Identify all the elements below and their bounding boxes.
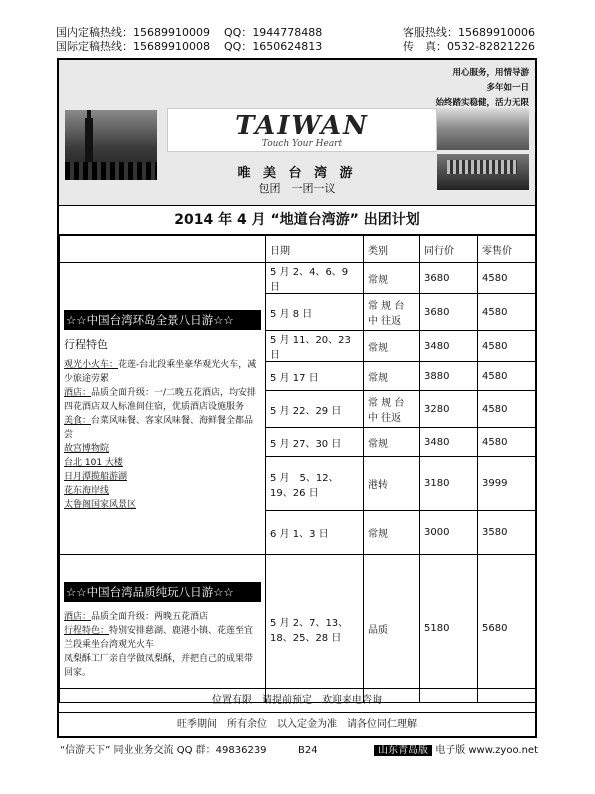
table-row: 5 月 27、30 日 常规 3480 4580: [60, 428, 536, 457]
table-header-row: [60, 236, 536, 263]
table-row: ☆☆中国台湾环岛全景八日游☆☆ 行程特色 观光小火车：花莲-台北段乘坐豪华观光火车，减少旅途劳累 酒店：品质全面升级：一/二晚五花酒店，均安排四花酒店双人标准间住宿，优质酒店设施服务 美食：台菜风味餐、客家风味餐、海鲜餐全都品尝 故宫博物院 台北 101 大楼 日月潭揽船游湖 花东海岸线 太鲁阁国家风景区 5 月 2、4、6、9 日 常规 3680 4580: [60, 263, 536, 294]
international-hotline: 国际定稿热线：15689910008 QQ：1650624813: [56, 40, 323, 53]
table-row: 5 月 5、12、19、26 日 港转 3180 3999: [60, 457, 536, 511]
schedule-table: [59, 235, 536, 703]
edition: 山东青岛版 电子版 www.zyoo.net: [374, 743, 538, 759]
table-row: 5 月 22、29 日 常 规 台 中 往返 3280 4580: [60, 391, 536, 428]
qq-group: “信游天下” 同业业务交流 QQ 群：49836239: [60, 745, 267, 756]
banner: [59, 60, 535, 205]
col-date: 日期: [266, 236, 364, 263]
peak-season-note: 旺季期间 所有余位 以入定金为准 请各位同仁理解: [59, 712, 535, 737]
page-number: B24: [298, 745, 318, 756]
banner-subtitle: 包团 一团一议: [258, 182, 336, 195]
slogans: 用心服务，用情导游 多年如一日 始终踏实稳健，活力无限: [435, 68, 529, 108]
page-title: 2014 年 4 月 “地道台湾游” 出团计划: [59, 205, 535, 235]
table-row: 5 月 17 日 常规 3880 4580: [60, 362, 536, 391]
table-row: 5 月 8 日 常 规 台 中 往返 3680 4580: [60, 294, 536, 331]
taiwan-logo: TAIWAN Touch Your Heart: [167, 108, 437, 152]
tour2-description: ☆☆中国台湾品质纯玩八日游☆☆ 酒店：品质全面升级：两晚五花酒店 行程特色：特别安排慈湖、鹿港小镇、花莲至宜兰段乘坐台湾观光火车 凤梨酥工厂亲自学做凤梨酥，并把自己的成果带回家。: [60, 555, 266, 703]
col-retail-price: 零售价: [478, 236, 536, 263]
tour2-name: ☆☆中国台湾品质纯玩八日游☆☆: [64, 582, 261, 602]
table-row: ☆☆中国台湾品质纯玩八日游☆☆ 酒店：品质全面升级：两晚五花酒店 行程特色：特别安排慈湖、鹿港小镇、花莲至宜兰段乘坐台湾观光火车 凤梨酥工厂亲自学做凤梨酥，并把自己的成果带回家。 5 月 2、7、13、18、25、28 日 品质 5180 5680: [60, 555, 536, 703]
banner-title: 唯 美 台 湾 游: [237, 166, 357, 181]
table-row: 5 月 11、20、23 日 常规 3480 4580: [60, 331, 536, 362]
service-hotline: 客服热线：15689910006: [403, 26, 535, 39]
advert-frame: [57, 58, 537, 738]
domestic-hotline: 国内定稿热线：15689910009 QQ：1944778488: [56, 26, 323, 39]
table-row: 6 月 1、3 日 常规 3000 3580: [60, 511, 536, 555]
col-peer-price: 同行价: [420, 236, 478, 263]
booking-note: 位置有限 请提前预定 欢迎来电咨询: [59, 688, 535, 713]
page-footer: [60, 743, 538, 759]
tour1-name: ☆☆中国台湾环岛全景八日游☆☆: [64, 310, 261, 330]
col-type: 类别: [364, 236, 420, 263]
fax-line: 传 真：0532-82821226: [403, 40, 535, 53]
mountain-photo: [437, 108, 529, 150]
tour1-description: ☆☆中国台湾环岛全景八日游☆☆ 行程特色 观光小火车：花莲-台北段乘坐豪华观光火车，减少旅途劳累 酒店：品质全面升级：一/二晚五花酒店，均安排四花酒店双人标准间住宿，优质酒店设施服务 美食：台菜风味餐、客家风味餐、海鲜餐全都品尝 故宫博物院 台北 101 大楼 日月潭揽船游湖 花东海岸线 太鲁阁国家风景区: [60, 263, 266, 555]
